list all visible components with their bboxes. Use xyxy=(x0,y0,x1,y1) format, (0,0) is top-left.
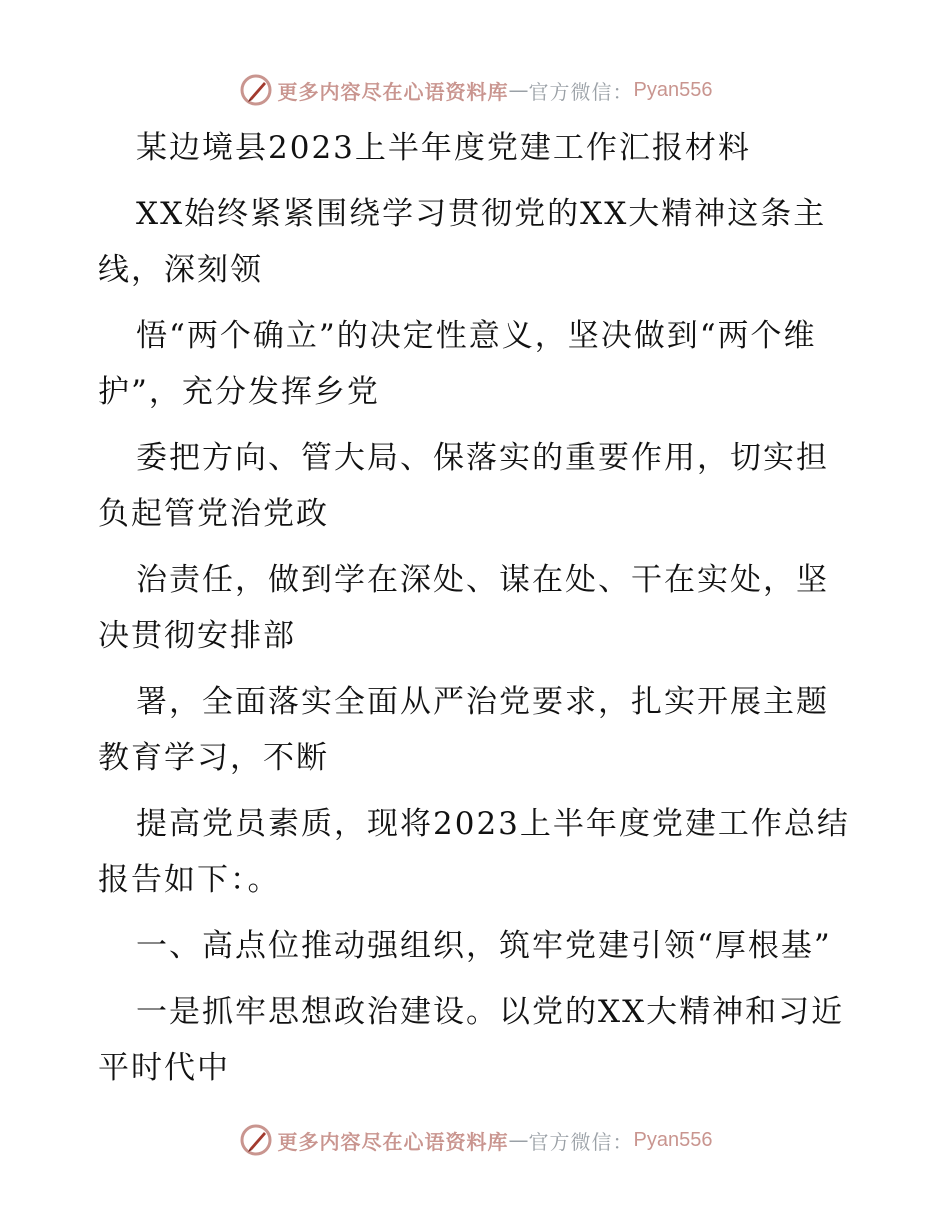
watermark-footer xyxy=(0,1120,950,1160)
watermark-contact-id: Pyan556 xyxy=(633,1128,713,1151)
watermark-brand: 更多内容尽在心语资料库 xyxy=(277,1129,509,1154)
paragraph-4: 治责任，做到学在深处、谋在处、干在实处，坚决贯彻安排部 xyxy=(98,562,829,654)
paragraph-6: 提高党员素质，现将2023上半年度党建工作总结报告如下：。 xyxy=(98,806,850,898)
watermark-contact-label: 官方微信： xyxy=(528,79,634,104)
paragraph-7: 一是抓牢思想政治建设。以党的XX大精神和习近平时代中 xyxy=(98,994,845,1086)
watermark-contact-label: 官方微信： xyxy=(528,1129,634,1154)
document-body xyxy=(98,120,858,1106)
watermark-separator: — xyxy=(508,1128,529,1152)
watermark-separator: — xyxy=(508,78,529,102)
watermark-contact-id: Pyan556 xyxy=(633,78,713,101)
section-heading-1: 一、高点位推动强组织，筑牢党建引领“厚根基” xyxy=(136,928,832,964)
paragraph-5: 署，全面落实全面从严治党要求，扎实开展主题教育学习，不断 xyxy=(98,684,829,776)
document-title: 某边境县2023上半年度党建工作汇报材料 xyxy=(136,130,751,166)
paragraph-1: XX始终紧紧围绕学习贯彻党的XX大精神这条主线，深刻领 xyxy=(98,196,827,288)
pen-logo-icon xyxy=(238,72,274,108)
watermark-brand: 更多内容尽在心语资料库 xyxy=(277,79,509,104)
watermark-header xyxy=(0,70,950,110)
paragraph-2: 悟“两个确立”的决定性意义，坚决做到“两个维护”，充分发挥乡党 xyxy=(98,318,817,410)
pen-logo-icon xyxy=(238,1122,274,1158)
paragraph-3: 委把方向、管大局、保落实的重要作用，切实担负起管党治党政 xyxy=(98,440,829,532)
